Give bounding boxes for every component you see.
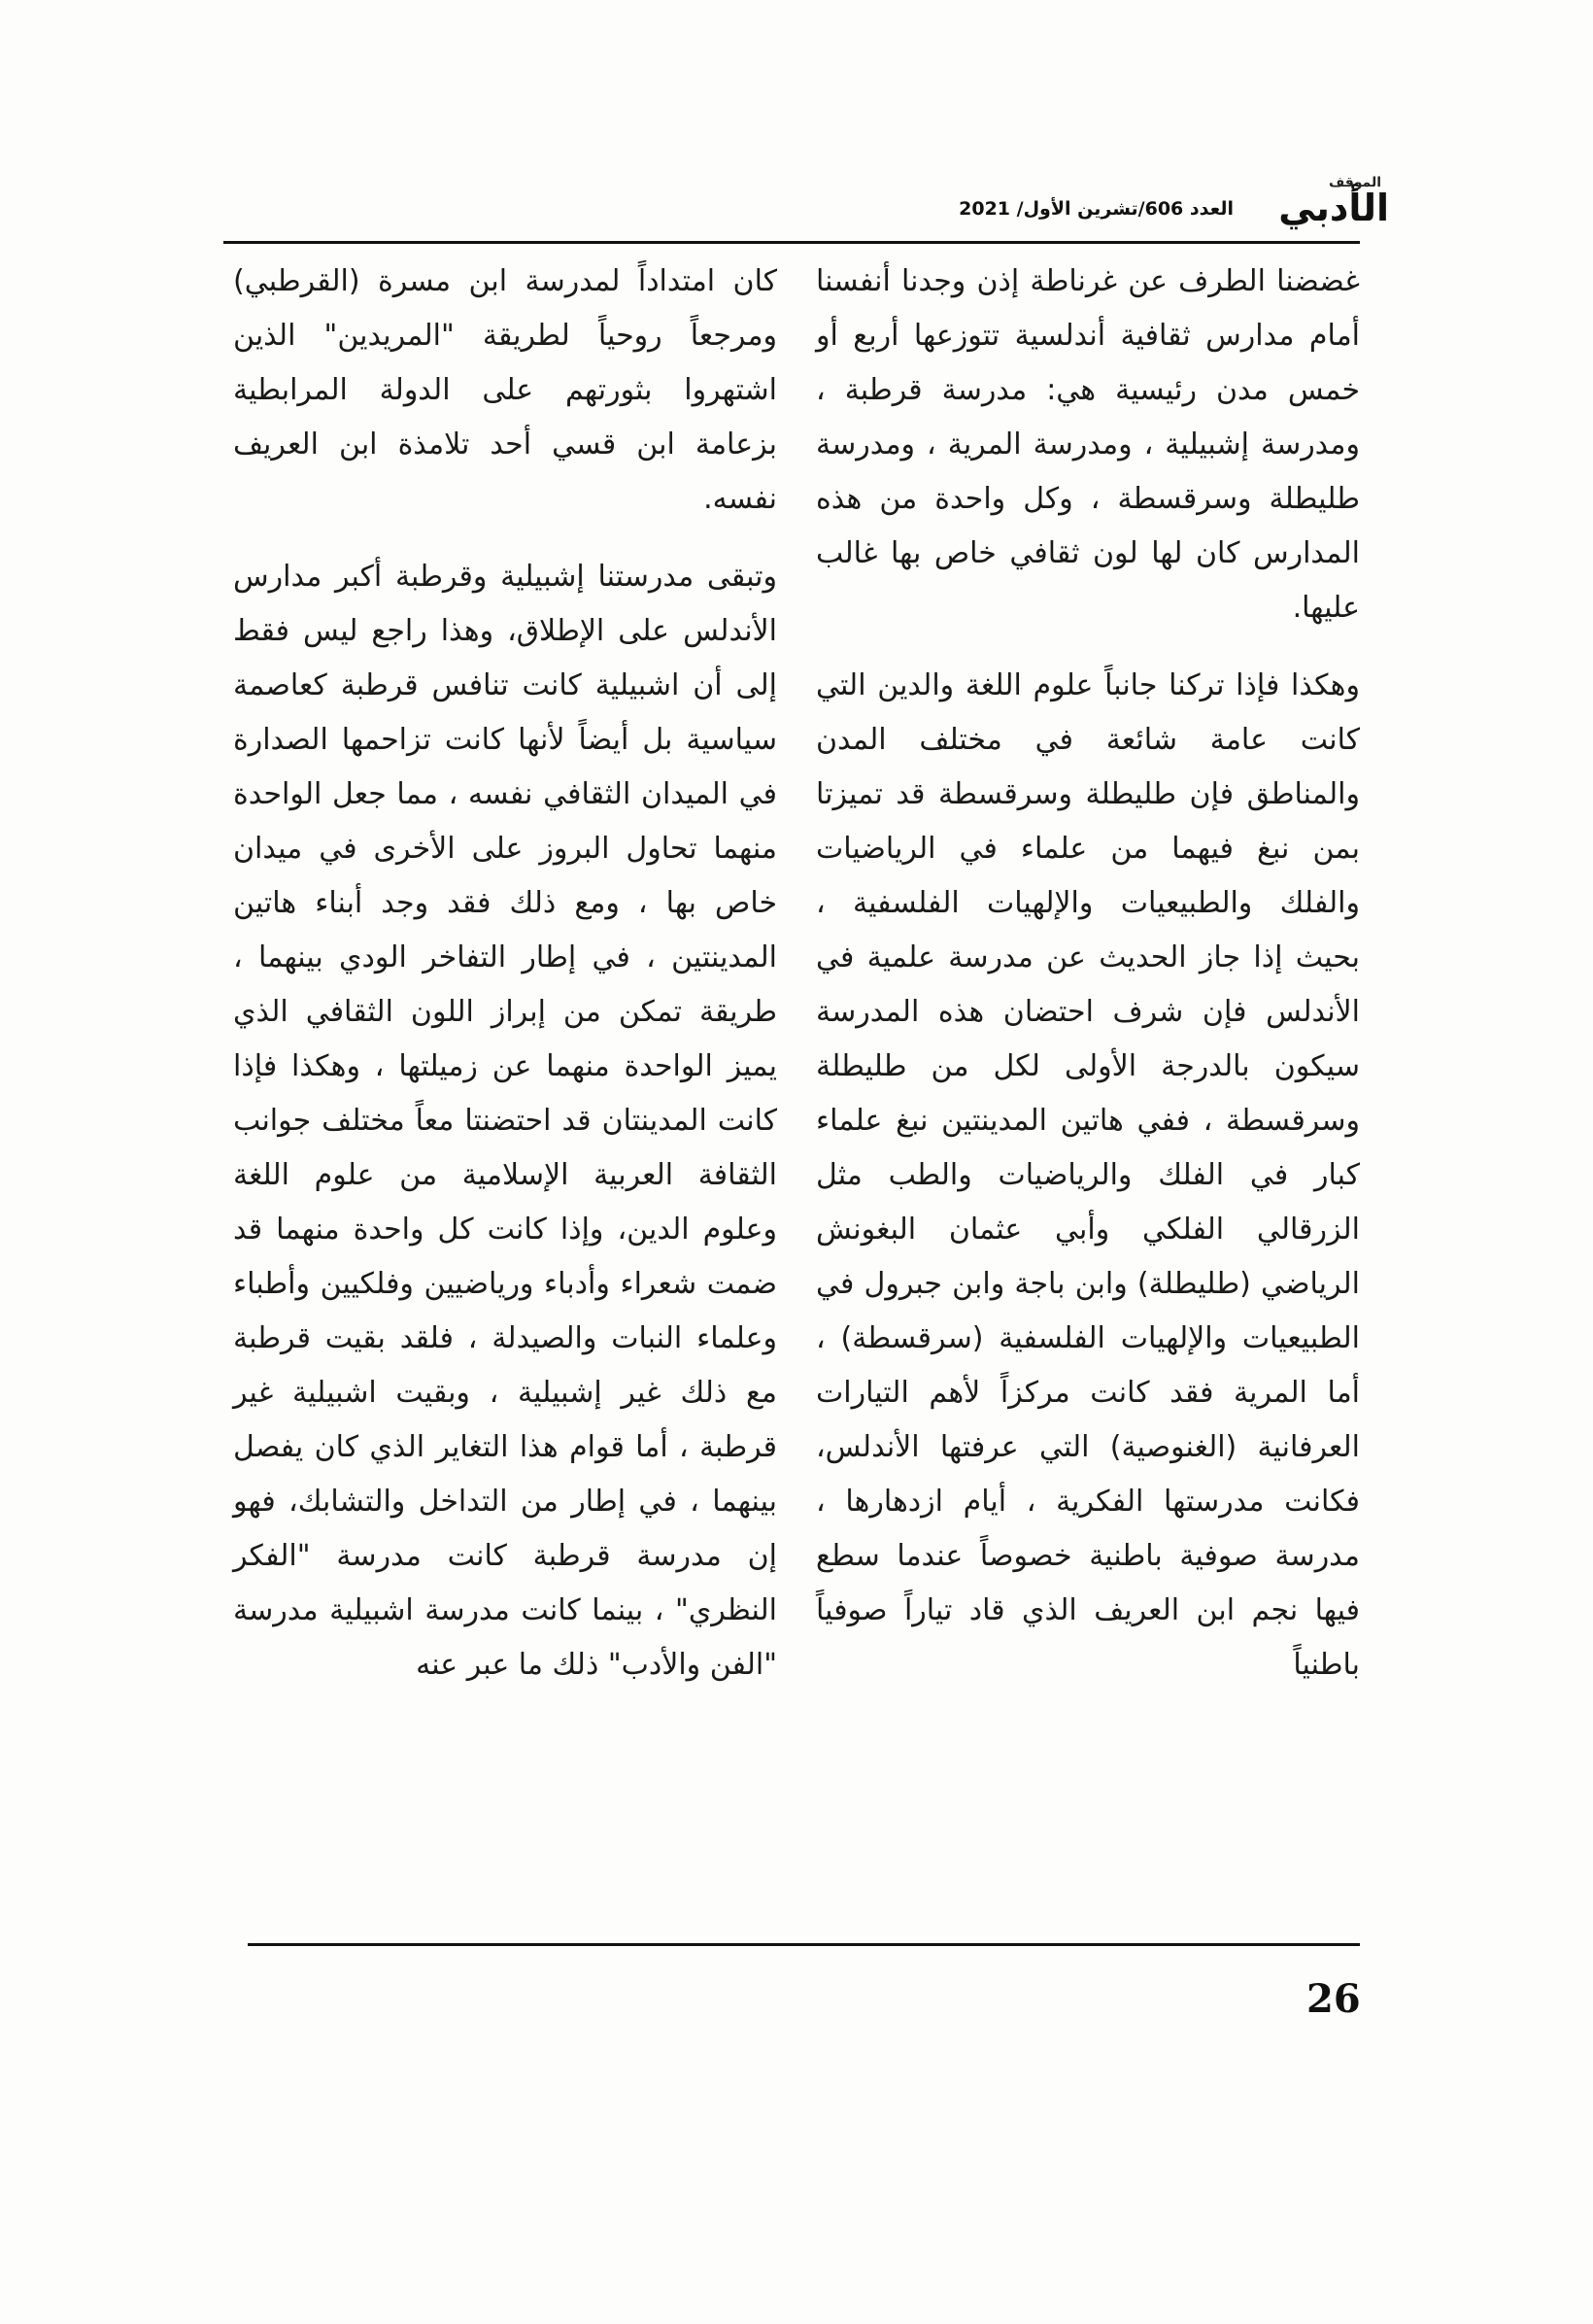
magazine-logo: [1243, 175, 1389, 229]
issue-info: العدد 606/تشرين الأول/ 2021: [959, 198, 1234, 220]
footer-divider: [248, 1943, 1360, 1946]
paragraph: وتبقى مدرستنا إشبيلية وقرطبة أكبر مدارس الأندلس على الإطلاق، وهذا راجع ليس فقط إلى أن اشبيلية كانت تنافس قرطبة كعاصمة سياسية بل أيضاً لأنها كانت تزاحمها الصدارة في الميدان الثقافي نفسه ، مما جعل الواحدة منهما تحاول البروز على الأخرى في ميدان خاص بها ، ومع ذلك فقد وجد أبناء هاتين المدينتين ، في إطار التفاخر الودي بينهما ، طريقة تمكن من إبراز اللون الثقافي الذي يميز الواحدة منهما عن زميلتها ، وهكذا فإذا كانت المدينتان قد احتضنتا معاً مختلف جوانب الثقافة العربية الإسلامية من علوم اللغة وعلوم الدين، وإذا كانت كل واحدة منهما قد ضمت شعراء وأدباء ورياضيين وفلكيين وأطباء وعلماء النبات والصيدلة ، فلقد بقيت قرطبة مع ذلك غير إشبيلية ، وبقيت اشبيلية غير قرطبة ، أما قوام هذا التغاير الذي كان يفصل بينهما ، في إطار من التداخل والتشابك، فهو إن مدرسة قرطبة كانت مدرسة "الفكر النظري" ، بينما كانت مدرسة اشبيلية مدرسة "الفن والأدب" ذلك ما عبر عنه: [233, 560, 777, 1682]
masthead: [959, 175, 1389, 231]
logo-title: الأدبي: [1278, 187, 1389, 229]
paragraph: غضضنا الطرف عن غرناطة إذن وجدنا أنفسنا أمام مدارس ثقافية أندلسية تتوزعها أربع أو خمس مدن رئيسية هي: مدرسة قرطبة ، ومدرسة إشبيلية ، ومدرسة المرية ، ومدرسة طليطلة وسرقسطة ، وكل واحدة من هذه المدارس كان لها لون ثقافي خاص بها غالب عليها.: [816, 264, 1360, 625]
logo-small-text: الموقف: [1328, 175, 1381, 190]
header-divider: [223, 241, 1360, 244]
page-number: 26: [1306, 1976, 1361, 2022]
article-column-right: [816, 255, 1360, 1906]
article-column-left: [233, 255, 777, 1906]
paragraph: كان امتداداً لمدرسة ابن مسرة (القرطبي) ومرجعاً روحياً لطريقة "المريدين" الذين اشتهروا بثورتهم على الدولة المرابطية بزعامة ابن قسي أحد تلامذة ابن العريف نفسه.: [233, 264, 777, 516]
paragraph: وهكذا فإذا تركنا جانباً علوم اللغة والدين التي كانت عامة شائعة في مختلف المدن والمناطق فإن طليطلة وسرقسطة قد تميزتا بمن نبغ فيهما من علماء في الرياضيات والفلك والطبيعيات والإلهيات الفلسفية ، بحيث إذا جاز الحديث عن مدرسة علمية في الأندلس فإن شرف احتضان هذه المدرسة سيكون بالدرجة الأولى لكل من طليطلة وسرقسطة ، ففي هاتين المدينتين نبغ علماء كبار في الفلك والرياضيات والطب مثل الزرقالي الفلكي وأبي عثمان البغونش الرياضي (طليطلة) وابن باجة وابن جبرول في الطبيعيات والإلهيات الفلسفية (سرقسطة) ، أما المرية فقد كانت مركزاً لأهم التيارات العرفانية (الغنوصية) التي عرفتها الأندلس، فكانت مدرستها الفكرية ، أيام ازدهارها ، مدرسة صوفية باطنية خصوصاً عندما سطع فيها نجم ابن العريف الذي قاد تياراً صوفياً باطنياً: [816, 668, 1360, 1682]
